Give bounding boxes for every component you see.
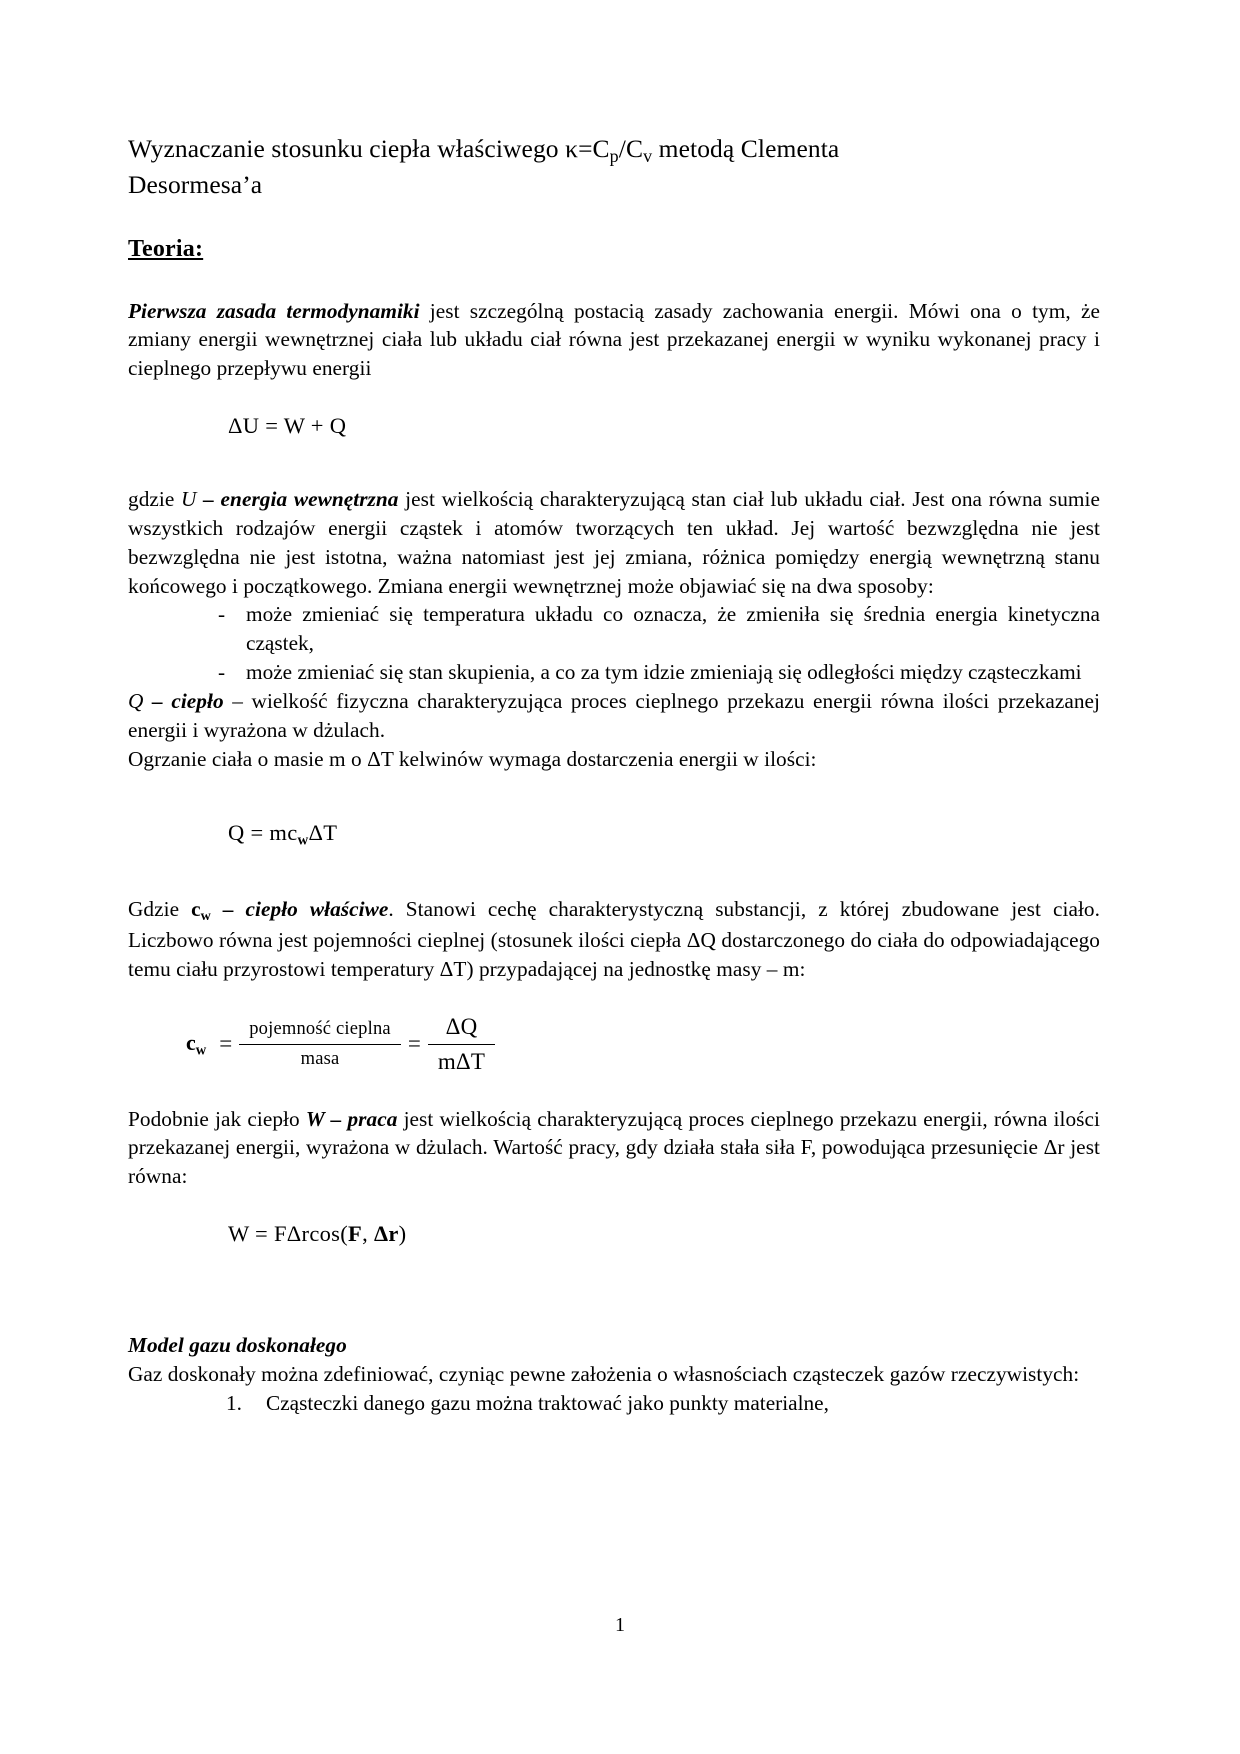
formula-specific-heat-fraction [186,1014,1100,1075]
equation-work-pre: W = FΔrcos( [228,1221,349,1247]
list-item-label: może zmieniać się stan skupienia, a co za tym idzie zmieniają się odległości między cząsteczkami [246,660,1082,685]
equation-heat-pre: Q = mc [228,819,298,845]
paragraph-internal-energy [128,485,1100,600]
fraction-lead-symbol [186,1030,212,1059]
symbol-q: Q [128,689,144,713]
list-item [218,658,1100,687]
paragraph-heating-body [128,745,1100,774]
spacer [128,774,1100,820]
fraction-symbols [428,1014,495,1075]
dash-bullet-icon: - [218,602,226,627]
section-heading-label: Teoria: [128,235,204,262]
paragraph-heating-body-text: Ogrzanie ciała o masie m o ΔT kelwinów wymaga dostarczenia energii w ilości: [128,746,817,771]
symbol-cw-subscript: w [200,907,211,924]
spacer [128,849,1100,895]
dash-bullet-icon: - [218,660,226,685]
dash-separator: – [324,1106,348,1131]
term-energia-wewnetrzna: energia wewnętrzna [220,487,399,512]
equation-internal-energy-text: ΔU = W + Q [228,413,347,439]
paragraph-ideal-gas [128,1360,1100,1389]
paragraph-gdzie-prefix: gdzie [128,487,182,512]
title-subscript-v: v [643,146,653,167]
paragraph-ideal-gas-text: Gaz doskonały można zdefiniować, czyniąc pewne założenia o własnościach cząsteczek gazów rzeczywistych: [128,1362,1080,1387]
subsection-heading-label: Model gazu doskonałego [128,1333,347,1358]
equation-heat-post: ΔT [308,819,338,845]
paragraph-first-law [128,297,1100,384]
bullet-list-energy-changes [128,600,1100,687]
spacer [128,1247,1100,1331]
equation-work-mid: , [362,1221,374,1247]
paragraph-heat-text: – wielkość fizyczna charakteryzująca proces cieplnego przekazu energii równa ilości przekazanej energii i wyrażona w dżulach. [128,689,1100,742]
equation-heat-subscript: w [297,831,309,848]
term-cieplo: ciepło [171,689,224,713]
subsection-heading-model-gazu [128,1331,1100,1360]
title-kappa: κ=C [565,134,610,163]
list-item-label: Cząsteczki danego gazu można traktować jako punkty materialne, [266,1390,829,1415]
fraction-numerator-symbol: ΔQ [445,1013,478,1039]
fraction-numerator-words: pojemność cieplna [249,1018,391,1039]
fraction-lead-letter: c [186,1030,196,1056]
title-text-pre: Wyznaczanie stosunku ciepła właściwego [128,134,566,163]
spacer [128,1075,1100,1105]
title-text-post: metodą Clementa [652,134,840,163]
paragraph-internal-energy-text: jest wielkością charakteryzującą stan ciał lub układu ciał. Jest ona równa sumie wszystkich rodzajów energii cząstek i atomów tworzących ten układ. Jej wartość bezwzględna nie jest bezwzględna nie jest istotna, ważna natomiast jest jej zmiana, różnica pomiędzy energią wewnętrzną stanu końcowego i początkowego. Zmiana energii wewnętrznej może objawiać się na dwa sposoby: [128,487,1100,598]
paragraph-specific-heat-text: . Stanowi cechę charakterystyczną substancji, z której zbudowane jest ciało. Liczbowo równa jest pojemności cieplnej (stosunek ilości ciepła ΔQ dostarczonego do ciała do odpowiadającego temu ciału przyrostowi temperatury ΔT) przypadającej na jednostkę masy – m: [128,896,1100,981]
list-item [218,600,1100,658]
equation-heat-capacity [228,820,1100,849]
symbol-cw: c [191,896,201,921]
title-slash: /C [618,134,644,163]
section-heading-teoria [128,236,1100,263]
symbol-w: W [305,1106,325,1131]
equation-work-vector-f: F [348,1221,363,1247]
title-line-two: Desormesa’a [128,170,263,200]
equation-work-post: ) [398,1221,407,1247]
paragraph-work [128,1105,1100,1192]
equation-work-vector-dr: Δr [373,1221,399,1247]
list-item-label: może zmieniać się temperatura układu co oznacza, że zmieniła się średnia energia kinetyczna cząstek, [246,602,1100,656]
fraction-equals-second: = [407,1031,421,1057]
fraction-denominator-symbol: mΔT [437,1048,486,1074]
paragraph-first-law-text: jest szczególną postacią zasady zachowania energii. Mówi ona o tym, że zmiany energii wewnętrznej ciała lub układu ciał równa jest przekazanej energii w wyniku wykonanej pracy i cieplnego przepływu energii [128,298,1100,381]
fraction-equals-first: = [219,1031,233,1057]
page-number-label: 1 [615,1614,625,1636]
list-item-number: 1. [226,1390,242,1415]
dash-separator: – [196,487,221,512]
numbered-list-ideal-gas [128,1389,1100,1418]
fraction-lead-subscript: w [195,1042,207,1059]
page-number [0,1614,1240,1637]
paragraph-work-text: jest wielkością charakteryzującą proces cieplnego przekazu energii, równa ilości przekazanej energii, wyrażona w dżulach. Wartość pracy, gdy działa stała siła F, powodująca przesunięcie Δr jest równa: [128,1106,1100,1189]
title-subscript-p: p [609,146,619,167]
paragraph-heat [128,687,1100,745]
dash-separator: – [143,689,172,713]
paragraph-work-prefix: Podobnie jak ciepło [128,1106,306,1131]
term-praca: praca [347,1106,398,1131]
paragraph-specific-heat [128,895,1100,984]
spacer [128,984,1100,1014]
equation-internal-energy [228,413,1100,439]
term-cieplo-wlasciwe: ciepło właściwe [245,896,389,921]
equation-work [228,1221,1100,1247]
fraction-words [239,1019,401,1070]
list-item [226,1389,1100,1418]
page-title [128,132,938,202]
dash-separator: – [210,896,246,921]
spacer [128,1191,1100,1221]
symbol-u: U [181,487,197,512]
spacer [128,383,1100,413]
term-pierwsza-zasada: Pierwsza zasada termodynamiki [128,298,420,323]
spacer [128,439,1100,485]
fraction-denominator-words: masa [300,1048,340,1069]
paragraph-gdzie-prefix: Gdzie [128,896,192,921]
